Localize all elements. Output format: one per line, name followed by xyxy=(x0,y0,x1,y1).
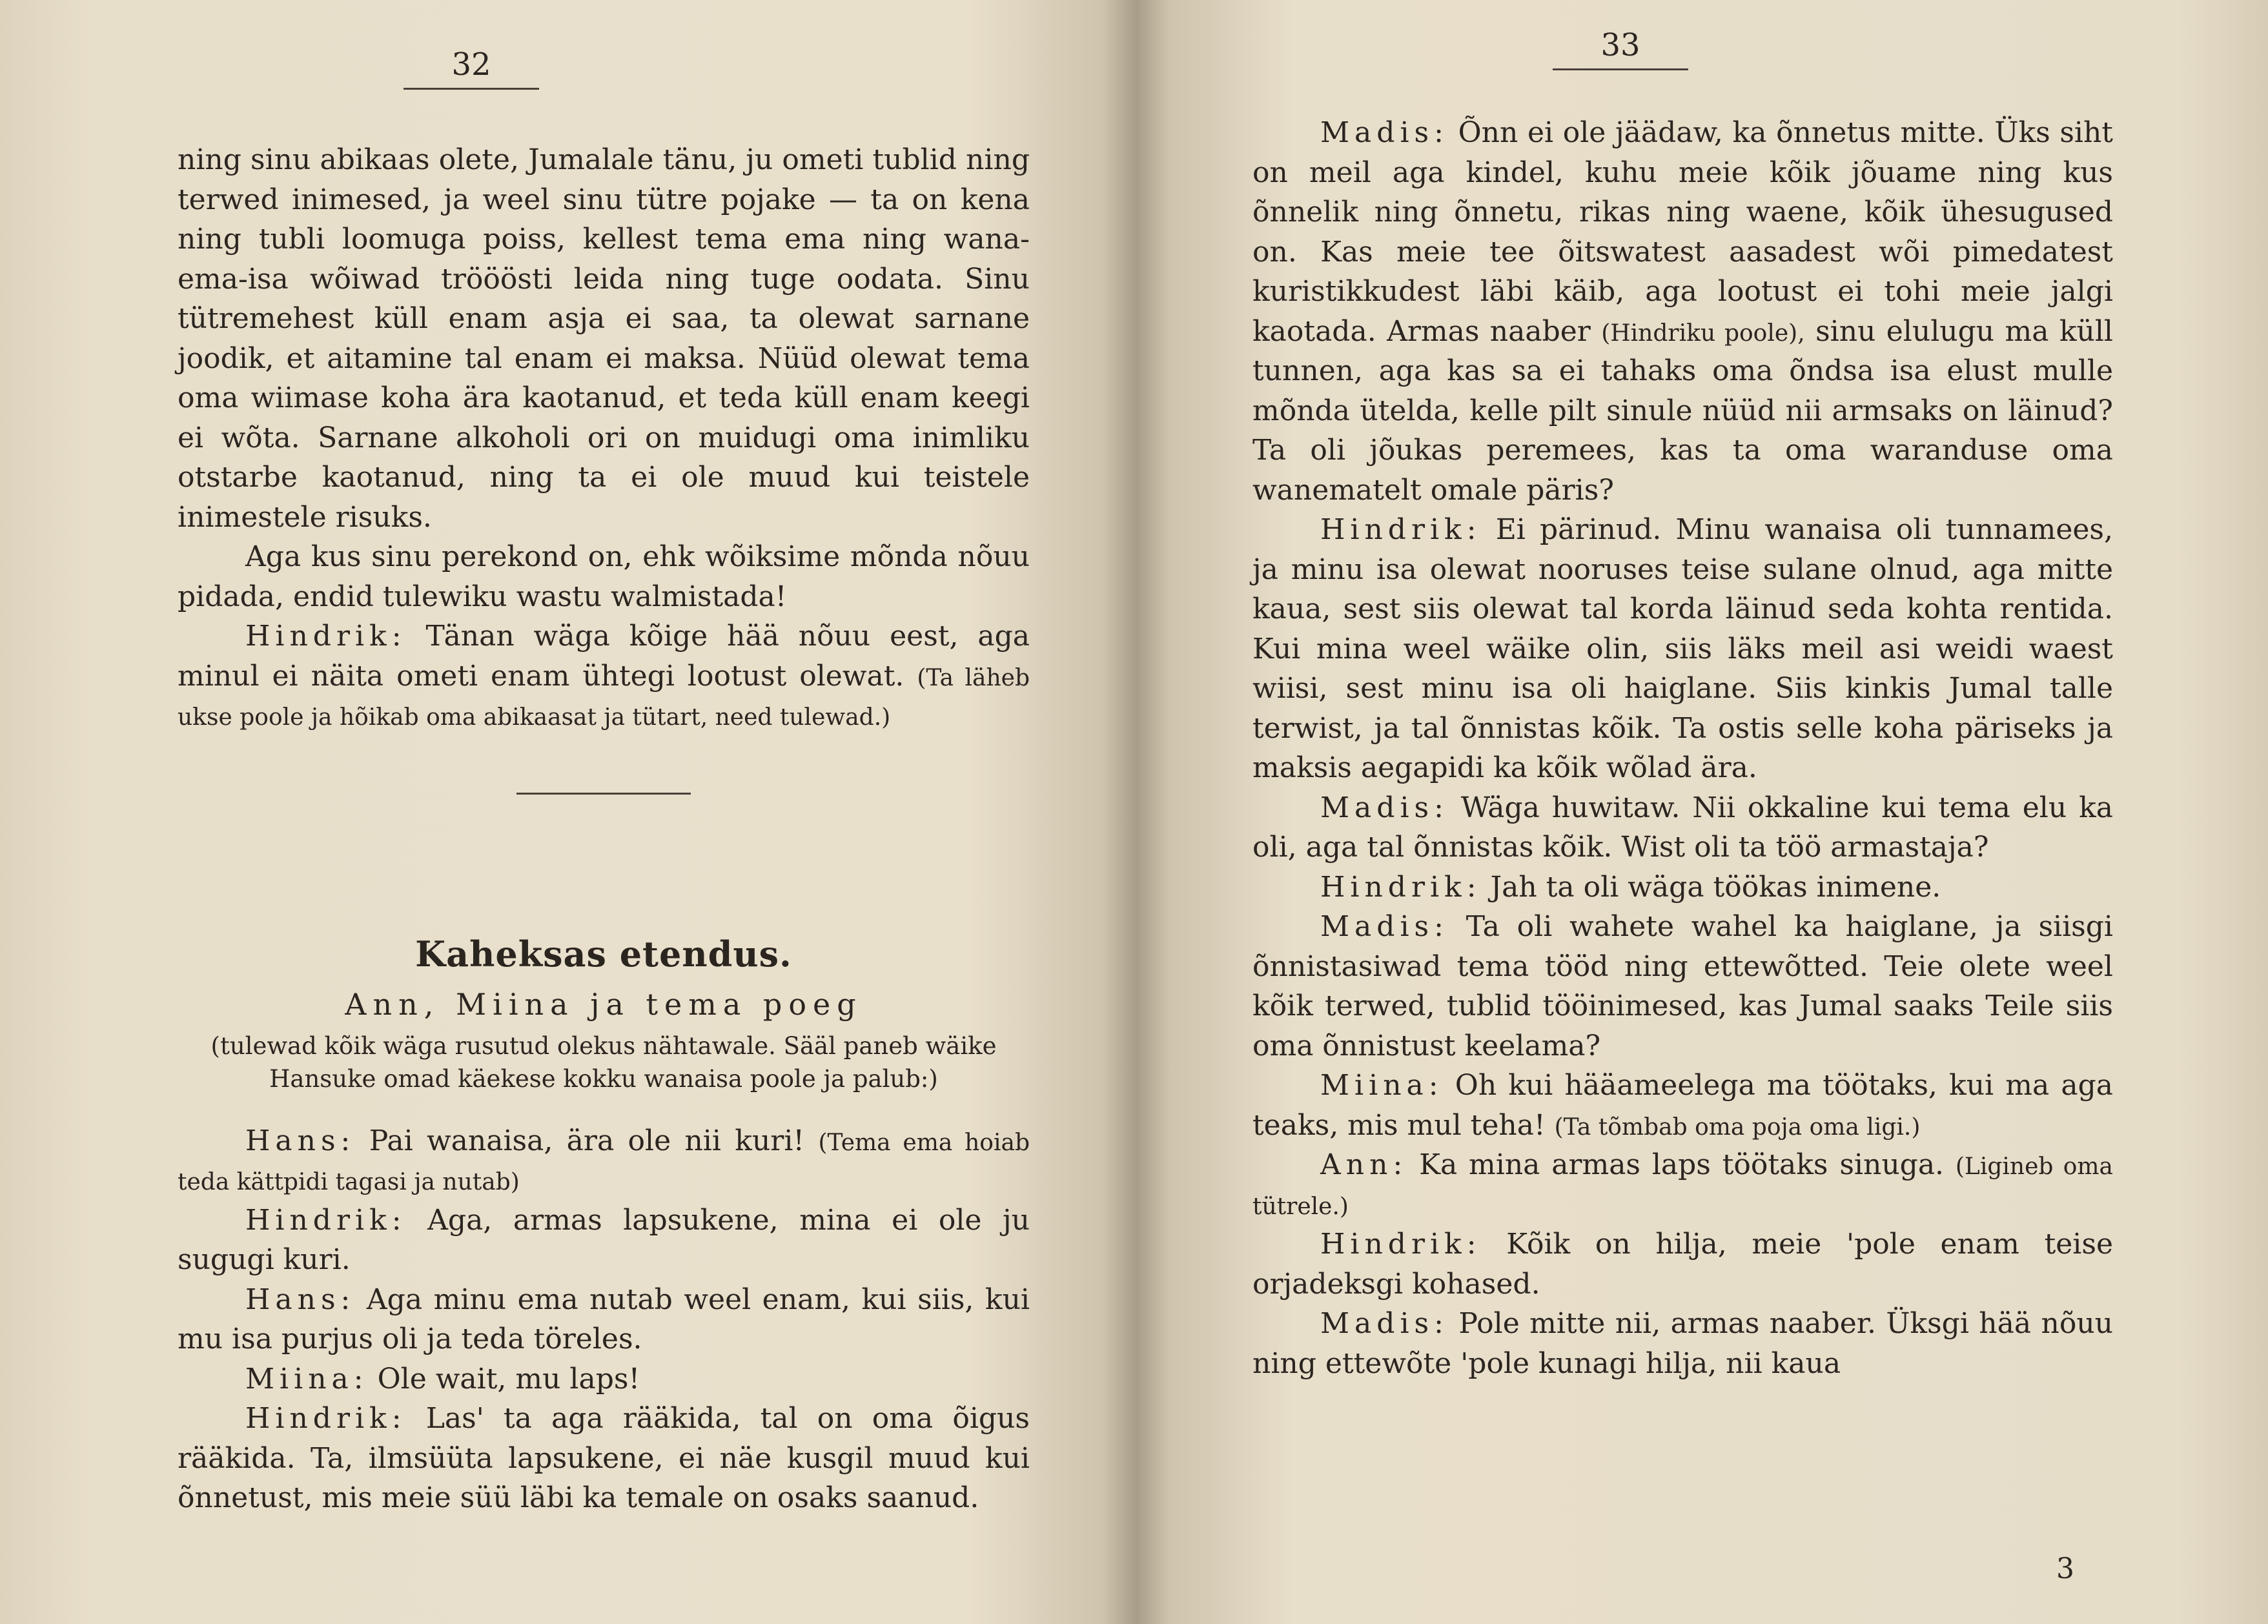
dialogue-line xyxy=(178,1359,1030,1399)
stage-direction: (Hindriku poole), xyxy=(1601,320,1805,347)
line-text: Ta oli wahete wahel ka haiglane, ja siisgi õnnistasiwad tema tööd ning ettewõtted. Teie olete weel kõik terwed, tublid tööinimesed, kas Jumal saaks Teile siis oma õnnistust keelama? xyxy=(1252,910,2113,1062)
line-text: Las' ta aga rääkida, tal on oma õigus rääkida. Ta, ilmsüüta lapsukene, ei näe kusgil muud kui õnnetust, mis meie süü läbi ka temale on osaks saanud. xyxy=(178,1402,1030,1514)
header-rule xyxy=(1553,68,1688,70)
stage-direction: (Tema ema hoiab teda kättpidi tagasi ja nutab) xyxy=(178,1129,1030,1195)
stage-direction: (tulewad kõik wäga rusutud olekus nähtawale. Sääl paneb wäike Hansuke omad käekese kokku wanaisa poole ja palub:) xyxy=(210,1031,997,1093)
line-text: Pole mitte nii, armas naaber. Üksgi hää nõuu ning ettewõte 'pole kunagi hilja, nii kaua xyxy=(1252,1307,2113,1380)
speaker-name: Hans: xyxy=(245,1124,356,1157)
line-text: Aga minu ema nutab weel enam, kui siis, kui mu isa purjus oli ja teda töreles. xyxy=(178,1283,1030,1355)
dialogue-line xyxy=(178,1201,1030,1280)
dialogue-line xyxy=(1252,868,2113,908)
speaker-name: Madis: xyxy=(1320,1307,1449,1340)
spacer xyxy=(178,1095,1030,1121)
speaker-name: Hindrik: xyxy=(245,1402,407,1435)
line-text: Ei pärinud. Minu wanaisa oli tunnamees, ja minu isa olewat nooruses teise sulane olnud, aga mitte kaua, sest siis olewat tal korda läinud seda kohta rentida. Kui mina weel wäike olin, siis läks meil asi weidi waest wiisi, sest minu isa oli haiglane. Siis kinkis Jumal talle terwist, ja tal õnnistas kõik. Ta ostis selle koha päriseks ja maksis aegapidi ka kõik wõlad ära. xyxy=(1252,513,2113,784)
paragraph: ning sinu abikaas olete, Jumalale tänu, ju ometi tublid ning terwed inimesed, ja weel sinu tütre pojake — ta on kena ning tubli loomuga poiss, kellest tema ema ning wana-ema-isa wõiwad trööösti leida ning tuge oodata. Sinu tütremehest küll enam asja ei saa, ta olewat sarnane joodik, et aitamine tal enam ei maksa. Nüüd olewat tema oma wiimase koha ära kaotanud, et teda küll enam keegi ei wõta. Sarnane alkoholi ori on muidugi oma inimliku otstarbe kaotanud, ning ta ei ole muud kui teistele inimestele risuks. xyxy=(178,143,1030,534)
line-text: Oh kui hääameelega ma töötaks, kui ma aga teaks, mis mul teha! xyxy=(1252,1069,2113,1142)
act-title: Kaheksas etendus. xyxy=(415,933,792,975)
stage-direction: (Ta tõmbab oma poja oma ligi.) xyxy=(1554,1113,1921,1141)
line-text: Õnn ei ole jäädaw, ka õnnetus mitte. Üks siht on meil aga kindel, kuhu meie kõik jõuame ning kus õnnelik ning õnnetu, rikas ning waene, kõik ühesugused on. Kas meie tee õitswatest aasadest wõi pimedatest kuristikkudest läbi käib, aga lootust ei tohi meie jalgi kaotada. Armas naaber xyxy=(1252,116,2113,348)
line-text: Ole wait, mu laps! xyxy=(377,1362,640,1396)
speaker-name: Hindrik: xyxy=(1320,513,1482,546)
speaker-name: Madis: xyxy=(1320,910,1449,943)
right-page-text xyxy=(1252,113,2113,1383)
cast-list: Ann, Miina ja tema poeg xyxy=(345,986,863,1022)
line-text: Wäga huwitaw. Nii okkaline kui tema elu ka oli, aga tal õnnistas kõik. Wist oli ta töö armastaja? xyxy=(1252,791,2113,864)
header-rule xyxy=(404,88,539,90)
section-divider xyxy=(516,793,691,795)
dialogue-line xyxy=(178,1121,1030,1201)
speaker-name: Hindrik: xyxy=(245,1203,407,1237)
dialogue-line xyxy=(178,1399,1030,1518)
dialogue-line xyxy=(1252,907,2113,1066)
right-page xyxy=(1136,0,2268,1624)
dialogue-line xyxy=(1252,1066,2113,1145)
dialogue-line xyxy=(1252,113,2113,510)
speaker-name: Miina: xyxy=(1320,1069,1444,1102)
left-page-header xyxy=(342,45,600,90)
speaker-name: Hans: xyxy=(245,1283,356,1316)
dialogue-line xyxy=(178,616,1030,736)
line-text: Jah ta oli wäga töökas inimene. xyxy=(1490,870,1941,904)
signature-mark: 3 xyxy=(2056,1552,2074,1585)
dialogue-line xyxy=(1252,1224,2113,1304)
line-text: sinu elulugu ma küll tunnen, aga kas sa ei tahaks oma õndsa isa elust mulle mõnda ütelda, kelle pilt sinule nüüd nii armsaks on läinud? Ta oli jõukas peremees, kas ta oma waranduse oma wanematelt omale päris? xyxy=(1252,314,2113,507)
line-text: Pai wanaisa, ära ole nii kuri! xyxy=(369,1124,805,1157)
dialogue-line xyxy=(1252,1304,2113,1383)
line-text: Aga, armas lapsukene, mina ei ole ju sugugi kuri. xyxy=(178,1203,1030,1276)
page-number: 33 xyxy=(1600,27,1640,63)
line-text: Kõik on hilja, meie 'pole enam teise orjadeksgi kohased. xyxy=(1252,1228,2113,1301)
line-text: Tänan wäga kõige hää nõuu eest, aga minul ei näita ometi enam ühtegi lootust olewat. xyxy=(178,620,1030,693)
dialogue-line xyxy=(1252,1145,2113,1224)
speaker-name: Madis: xyxy=(1320,116,1449,149)
speaker-name: Ann: xyxy=(1320,1148,1408,1181)
paragraph: Aga kus sinu perekond on, ehk wõiksime mõnda nõuu pidada, endid tulewiku wastu walmistada! xyxy=(178,540,1030,613)
stage-direction: (Ligineb oma tütrele.) xyxy=(1252,1153,2113,1220)
speaker-name: Madis: xyxy=(1320,791,1449,824)
speaker-name: Miina: xyxy=(245,1362,369,1396)
page-number: 32 xyxy=(451,46,491,83)
right-page-header xyxy=(1524,26,1717,70)
dialogue-line xyxy=(1252,788,2113,868)
dialogue-line xyxy=(178,1280,1030,1359)
speaker-name: Hindrik: xyxy=(1320,870,1482,904)
dialogue-line xyxy=(1252,510,2113,788)
stage-direction: (Ta läheb ukse poole ja hõikab oma abikaasat ja tütart, need tulewad.) xyxy=(178,664,1030,731)
left-page-text xyxy=(178,140,1030,1518)
speaker-name: Hindrik: xyxy=(1320,1228,1482,1261)
line-text: Ka mina armas laps töötaks sinuga. xyxy=(1419,1148,1945,1181)
speaker-name: Hindrik: xyxy=(245,620,407,653)
